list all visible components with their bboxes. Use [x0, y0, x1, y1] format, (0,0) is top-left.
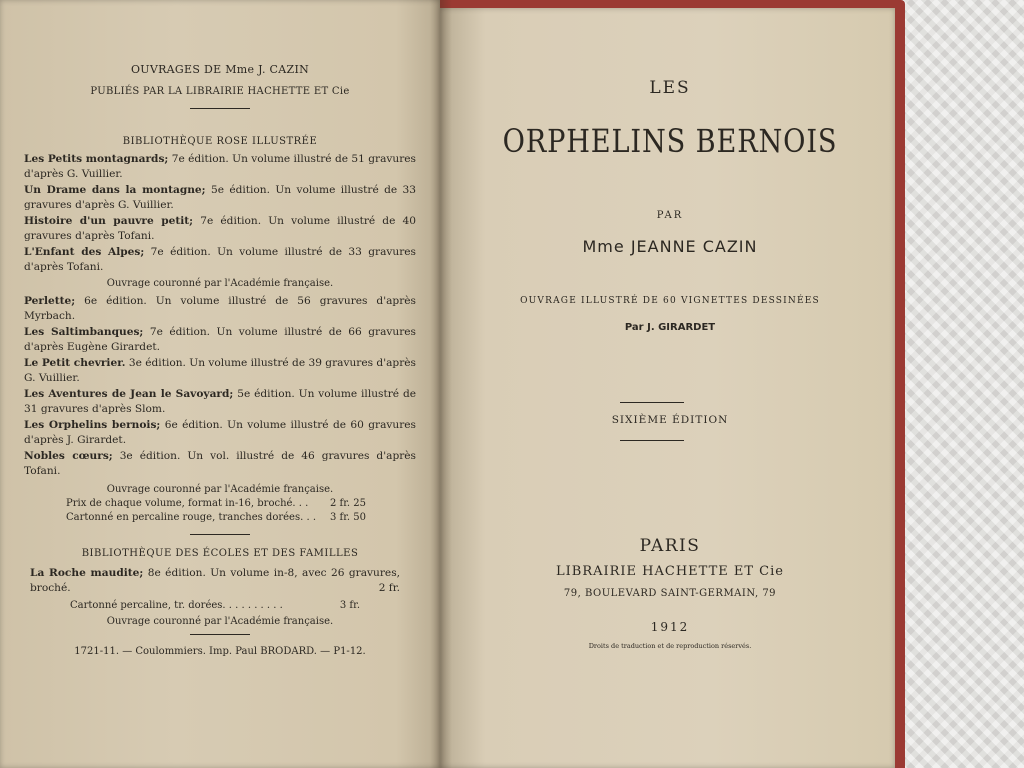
- catalog-entry-text: 5e édition. Un volume illustré de 33 gravures d'après G. Vuillier.: [24, 184, 416, 211]
- catalog-entry-text: 5e édition. Un volume illustré de 31 gravures d'après Slom.: [24, 388, 416, 415]
- rule-above-edition: [620, 402, 684, 403]
- catalog-entry-title: Histoire d'un pauvre petit;: [24, 215, 194, 227]
- printer-footer: 1721-11. — Coulommiers. Imp. Paul BRODARD. — P1-12.: [74, 646, 366, 657]
- title-les: LES: [649, 78, 691, 98]
- price-label-2: Cartonné en percaline rouge, tranches dorées. . .: [66, 512, 316, 523]
- catalog-entry: [24, 356, 416, 386]
- section-title-ecoles: BIBLIOTHÈQUE DES ÉCOLES ET DES FAMILLES: [81, 548, 359, 559]
- catalog-entry-text: 6e édition. Un volume illustré de 60 gravures d'après J. Girardet.: [24, 419, 416, 446]
- catalog-entry-title: Nobles cœurs;: [24, 450, 113, 462]
- catalog-entry: [24, 294, 416, 324]
- left-rule-1: [24, 108, 416, 109]
- catalog-entry-text: 6e édition. Un volume illustré de 56 gravures d'après Myrbach.: [24, 295, 416, 322]
- left-header-2: PUBLIÉS PAR LA LIBRAIRIE HACHETTE ET Cie: [90, 86, 350, 97]
- publication-year: 1912: [650, 620, 690, 634]
- illustrator-name: Par J. GIRARDET: [624, 322, 716, 333]
- catalog-entry: [24, 245, 416, 275]
- catalog-entry-text: 7e édition. Un volume illustré de 40 gravures d'après Tofani.: [24, 215, 416, 242]
- catalog-entry: [24, 418, 416, 448]
- price-row-1: [66, 496, 366, 511]
- catalog-entry: [24, 152, 416, 182]
- entry-text: 8e édition. Un volume in-8, avec 26 gravures, broché.: [30, 567, 400, 594]
- catalog-entry: [24, 387, 416, 417]
- catalog-entry-title: Le Petit chevrier.: [24, 357, 126, 369]
- award-1: Ouvrage couronné par l'Académie française.: [106, 278, 334, 289]
- catalog-entry-text: 3e édition. Un vol. illustré de 46 gravures d'après Tofani.: [24, 450, 416, 477]
- rule-below-edition: [620, 440, 684, 441]
- price-row-3: [70, 598, 360, 613]
- rights-notice: Droits de traduction et de reproduction réservés.: [588, 642, 752, 650]
- catalog-entry: [24, 183, 416, 213]
- price-value-2: 3 fr. 50: [329, 512, 366, 523]
- catalog-entry-title: L'Enfant des Alpes;: [24, 246, 145, 258]
- section-title-rose: BIBLIOTHÈQUE ROSE ILLUSTRÉE: [122, 136, 318, 147]
- catalog-entry-title: Les Saltimbanques;: [24, 326, 144, 338]
- edition-label: SIXIÈME ÉDITION: [611, 414, 729, 426]
- catalog-entry-title: Les Petits montagnards;: [24, 153, 169, 165]
- catalog-entry-text: 7e édition. Un volume illustré de 33 gravures d'après Tofani.: [24, 246, 416, 273]
- publisher-address: 79, BOULEVARD SAINT-GERMAIN, 79: [563, 588, 777, 599]
- catalog-entry-title: Les Aventures de Jean le Savoyard;: [24, 388, 234, 400]
- left-rule-2: [24, 534, 416, 535]
- publisher-city: PARIS: [639, 536, 701, 556]
- title-main: ORPHELINS BERNOIS: [502, 122, 838, 160]
- illustrated-note: OUVRAGE ILLUSTRÉ DE 60 VIGNETTES DESSINÉES: [520, 296, 820, 306]
- catalog-entry-title: Les Orphelins bernois;: [24, 419, 161, 431]
- price-value-3: 3 fr.: [339, 600, 360, 611]
- catalog-entry-title: Un Drame dans la montagne;: [24, 184, 206, 196]
- catalog-entry: [24, 214, 416, 244]
- catalog-entry: [24, 449, 416, 479]
- author-name: Mme JEANNE CAZIN: [582, 237, 758, 256]
- left-rule-3: [24, 634, 416, 635]
- catalog-entry: [24, 325, 416, 355]
- price-label-1: Prix de chaque volume, format in-16, broché. . .: [66, 498, 309, 509]
- left-header-1: OUVRAGES DE Mme J. CAZIN: [130, 63, 310, 76]
- entry-price: 2 fr.: [378, 582, 400, 594]
- par-label: PAR: [656, 210, 684, 221]
- entries-list-1: [24, 152, 416, 276]
- price-row-2: [66, 510, 366, 525]
- book-gutter: [430, 0, 452, 768]
- catalog-entry-title: Perlette;: [24, 295, 76, 307]
- publisher-name: LIBRAIRIE HACHETTE ET Cie: [556, 564, 784, 579]
- award-2: Ouvrage couronné par l'Académie française.: [106, 484, 334, 495]
- catalog-entry-text: 7e édition. Un volume illustré de 66 gravures d'après Eugène Girardet.: [24, 326, 416, 353]
- award-3: Ouvrage couronné par l'Académie française.: [106, 616, 334, 627]
- price-label-3: Cartonné percaline, tr. dorées. . . . . . . . . .: [70, 600, 283, 611]
- catalog-entry-text: 7e édition. Un volume illustré de 51 gravures d'après G. Vuillier.: [24, 153, 416, 180]
- price-value-1: 2 fr. 25: [329, 498, 366, 509]
- entry-title: La Roche maudite;: [30, 567, 144, 579]
- catalog-entry-text: 3e édition. Un volume illustré de 39 gravures d'après G. Vuillier.: [24, 357, 416, 384]
- entries-list-2: [24, 294, 416, 480]
- entry-roche-maudite: [30, 566, 400, 596]
